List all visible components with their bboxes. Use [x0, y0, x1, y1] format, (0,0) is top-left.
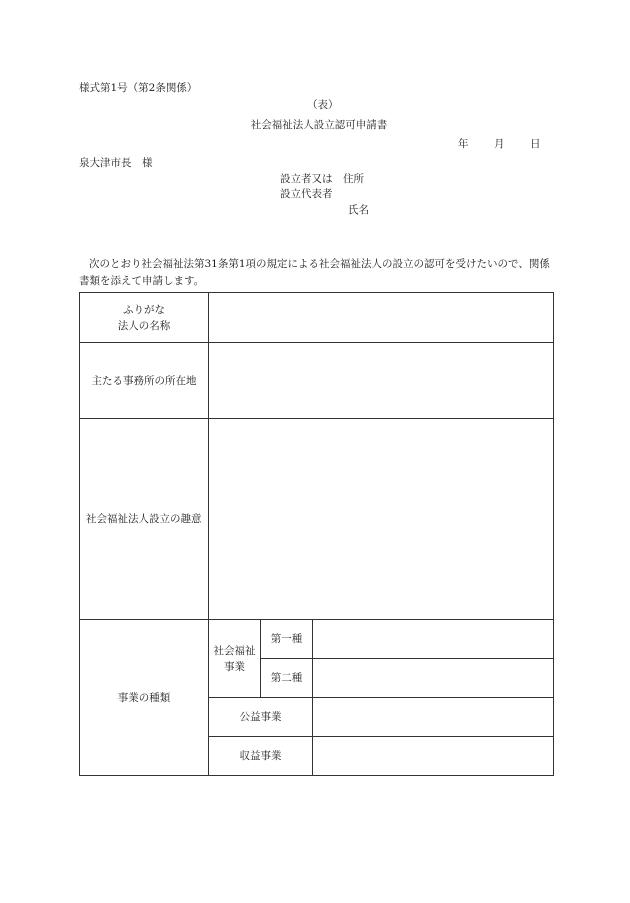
- date-month-label: 月: [494, 138, 505, 150]
- second-class-field[interactable]: [313, 659, 554, 698]
- founder-representative-label: 設立代表者: [280, 188, 333, 200]
- furigana-label: ふりがな: [123, 303, 165, 316]
- establishment-purpose-field[interactable]: [209, 419, 554, 620]
- addressee: 泉大津市長 様: [79, 157, 153, 169]
- social-welfare-business-label: 社会福祉事業: [209, 620, 261, 698]
- first-class-field[interactable]: [313, 620, 554, 659]
- application-table: [79, 292, 554, 776]
- public-interest-business-field[interactable]: [313, 698, 554, 737]
- public-interest-business-label: 公益事業: [209, 698, 313, 737]
- founder-address-label: 設立者又は 住所: [280, 173, 364, 185]
- date-year-label: 年: [458, 138, 469, 150]
- business-type-label: 事業の種類: [80, 620, 209, 776]
- second-class-label: 第二種: [261, 659, 313, 698]
- corporation-name-label: 法人の名称: [117, 319, 171, 332]
- corporation-name-field[interactable]: [209, 293, 554, 343]
- office-location-label: 主たる事務所の所在地: [80, 343, 209, 419]
- founder-name-label: 氏名: [348, 204, 369, 216]
- application-paragraph: 次のとおり社会福祉法第31条第1項の規定による社会福祉法人の設立の認可を受けたいので、関係書類を添えて申請します。: [79, 258, 550, 287]
- first-class-label: 第一種: [261, 620, 313, 659]
- page-title: 社会福祉法人設立認可申請書: [250, 119, 388, 131]
- profit-business-field[interactable]: [313, 737, 554, 776]
- form-number: 様式第1号（第2条関係）: [79, 82, 198, 94]
- office-location-field[interactable]: [209, 343, 554, 419]
- side-label: （表）: [307, 99, 339, 111]
- corporation-name-label-cell: [80, 293, 209, 343]
- establishment-purpose-label: 社会福祉法人設立の趣意: [80, 419, 209, 620]
- profit-business-label: 収益事業: [209, 737, 313, 776]
- date-day-label: 日: [530, 138, 541, 150]
